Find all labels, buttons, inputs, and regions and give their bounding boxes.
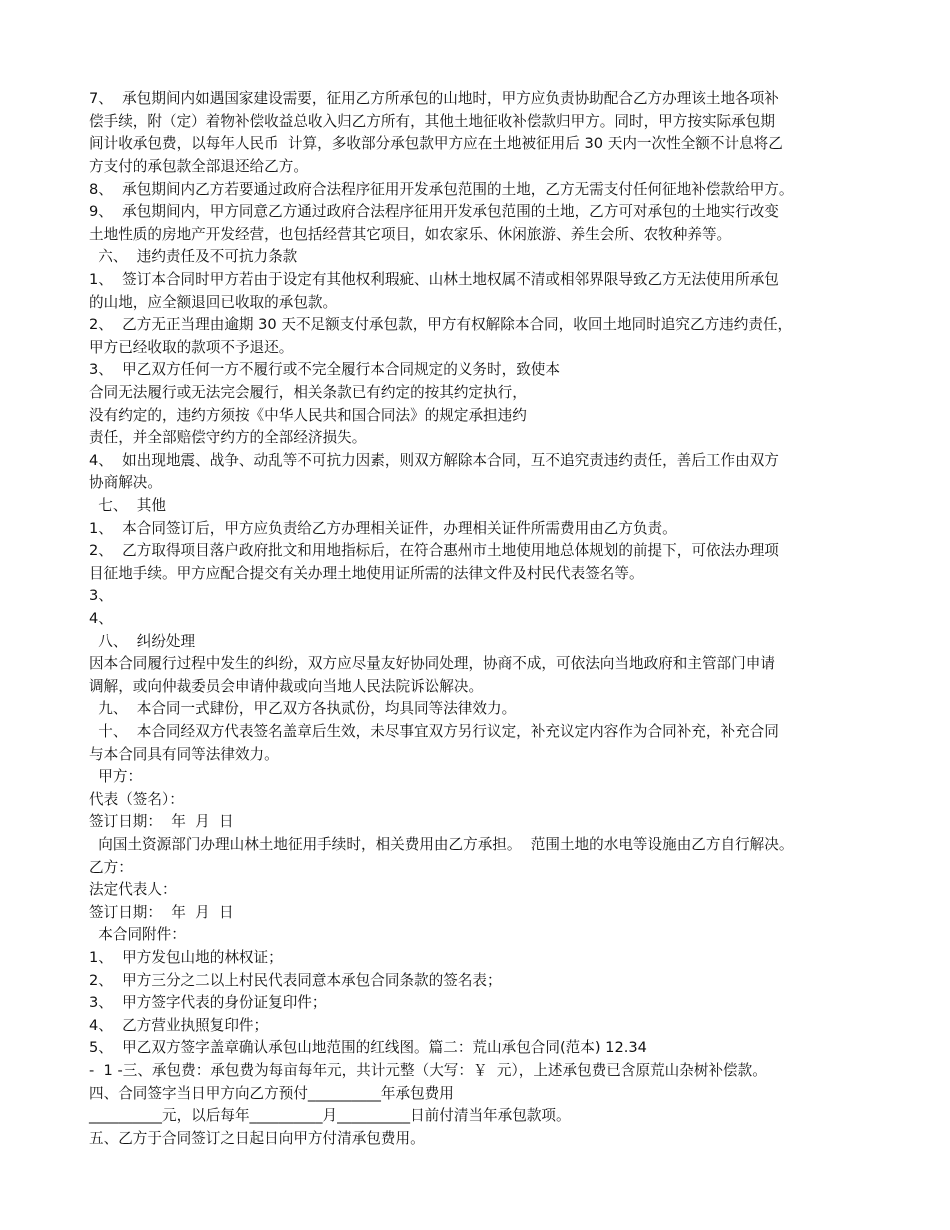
text-line: 目征地手续。甲方应配合提交有关办理土地使用证所需的法律文件及村民代表签名等。 [89, 565, 644, 582]
signature-label: 乙方： [89, 859, 133, 876]
text-line: 甲方已经收取的款项不予退还。 [89, 339, 294, 356]
text-line: 向国土资源部门办理山林土地征用手续时，相关费用由乙方承担。 范围土地的水电等设施由乙方自行解决。 [89, 836, 794, 853]
section-heading: 八、 纠纷处理 [89, 633, 196, 650]
section-heading: 七、 其他 [89, 497, 166, 514]
text-line: 4、 如出现地震、战争、动乱等不可抗力因素，则双方解除本合同，互不追究责违约责任，善后工作由双方 [89, 452, 779, 469]
signature-label: 甲方： [89, 768, 143, 785]
text-line: 因本合同履行过程中发生的纠纷，双方应尽量友好协同处理，协商不成，可依法向当地政府和主管部门申请 [89, 655, 775, 672]
text-line: 8、 承包期间内乙方若要通过政府合法程序征用开发承包范围的土地，乙方无需支付任何征地补偿款给甲方。 [89, 181, 794, 198]
list-item: 4、 乙方营业执照复印件； [89, 1017, 269, 1034]
text-line: 合同无法履行或无法完会履行，相关条款已有约定的按其约定执行， [89, 384, 527, 401]
text-line: 7、 承包期间内如遇国家建设需要，征用乙方所承包的山地时，甲方应负责协助配合乙方办理该土地各项补 [89, 90, 779, 107]
text-line: 1、 签订本合同时甲方若由于设定有其他权利瑕疵、山林土地权属不清或相邻界限导致乙方无法使用所承包 [89, 271, 779, 288]
text-line: 责任，并全部赔偿守约方的全部经济损失。 [89, 429, 367, 446]
text-line: 1、 本合同签订后，甲方应负责给乙方办理相关证件，办理相关证件所需费用由乙方负责。 [89, 520, 677, 537]
text-line: 9、 承包期间内，甲方同意乙方通过政府合法程序征用开发承包范围的土地，乙方可对承包的土地实行改变 [89, 203, 779, 220]
signature-date: 签订日期： 年 月 日 [89, 904, 234, 921]
text-line: __________元，以后每年__________月__________日前付清当年承包款项。 [89, 1107, 571, 1124]
signature-date: 签订日期： 年 月 日 [89, 813, 234, 830]
signature-label: 法定代表人： [89, 881, 177, 898]
text-line: 4、 [89, 610, 113, 627]
text-line: 方支付的承包款全部退还给乙方。 [89, 158, 308, 175]
section-heading: 十、 本合同经双方代表签名盖章后生效，未尽事宜双方另行议定，补充议定内容作为合同补充，补充合同 [89, 723, 779, 740]
list-item: 1、 甲方发包山地的林权证； [89, 949, 283, 966]
text-line: - 1 -三、承包费：承包费为每亩每年元，共计元整（大写：￥ 元），上述承包费已含原荒山杂树补偿款。 [89, 1062, 767, 1079]
text-line: 3、 甲乙双方任何一方不履行或不完全履行本合同规定的义务时，致使本 [89, 361, 560, 378]
text-line: 3、 [89, 587, 113, 604]
text-line: 五、乙方于合同签订之日起日向甲方付清承包费用。 [89, 1130, 425, 1147]
text-line: 土地性质的房地产开发经营，也包括经营其它项目，如农家乐、休闲旅游、养生会所、农牧种养等。 [89, 226, 732, 243]
list-item: 3、 甲方签字代表的身份证复印件； [89, 994, 327, 1011]
section-heading: 本合同附件： [89, 926, 186, 943]
text-line: 偿手续，附（定）着物补偿收益总收入归乙方所有，其他土地征收补偿款归甲方。同时，甲方按实际承包期 [89, 113, 775, 130]
text-line: 与本合同具有同等法律效力。 [89, 746, 279, 763]
text-line: 2、 乙方取得项目落户政府批文和用地指标后，在符合惠州市土地使用地总体规划的前提下，可依法办理项 [89, 542, 779, 559]
list-item: 2、 甲方三分之二以上村民代表同意本承包合同条款的签名表； [89, 972, 502, 989]
text-line: 协商解决。 [89, 474, 162, 491]
signature-label: 代表（签名）： [89, 791, 184, 808]
text-line: 没有约定的，违约方须按《中华人民共和国合同法》的规定承担违约 [89, 407, 527, 424]
text-line: 四、合同签字当日甲方向乙方预付__________年承包费用 [89, 1085, 454, 1102]
text-line: 2、 乙方无正当理由逾期 30 天不足额支付承包款，甲方有权解除本合同，收回土地同时追究乙方违约责任， [89, 316, 793, 333]
section-heading: 九、 本合同一式肆份，甲乙双方各执贰份，均具同等法律效力。 [89, 700, 517, 717]
list-item: 5、 甲乙双方签字盖章确认承包山地范围的红线图。篇二：荒山承包合同(范本) 12.34 [89, 1039, 647, 1056]
text-line: 调解，或向仲裁委员会申请仲裁或向当地人民法院诉讼解决。 [89, 678, 484, 695]
text-line: 的山地，应全额退回已收取的承包款。 [89, 294, 338, 311]
text-line: 间计收承包费，以每年人民币 计算，多收部分承包款甲方应在土地被征用后 30 天内一次性全额不计息将乙 [89, 135, 783, 152]
section-heading: 六、 违约责任及不可抗力条款 [89, 248, 298, 265]
